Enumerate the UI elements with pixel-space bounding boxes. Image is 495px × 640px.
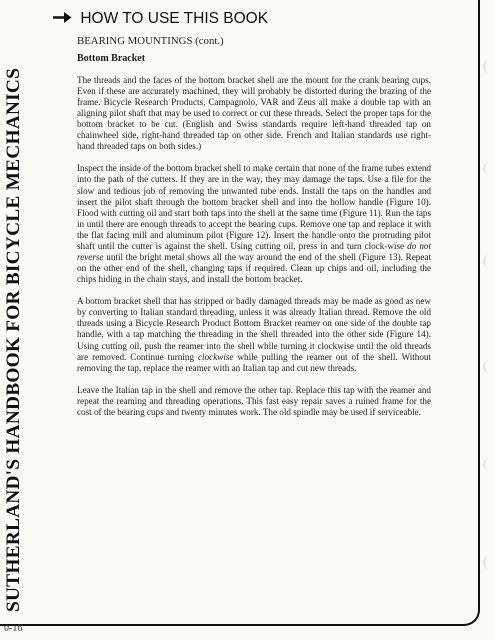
- paragraph-2-part-2: until the bright metal shows all the way around the end of the shell (Figure 13). Repeat on the other end of the shell, changing taps if required. Clean up chips and oil, including the chips hiding in the chain stays, and install the bottom bracket.: [77, 252, 431, 285]
- binder-hole-mark: [483, 162, 495, 175]
- emphasis-do-not-reverse: do not reverse: [77, 241, 431, 263]
- page-title: HOW TO USE THIS BOOK: [80, 10, 269, 27]
- paragraph-3-part-1: A bottom bracket shell that has stripped or badly damaged threads may be made as good as new by converting to Italian standard threading, unless it was already Italian thread. Remove the old threads using a Bicycle Research Product Bottom Bracket reamer on one side of the double tap handle, with a tap matching the threading in the shell threaded into the other side (Figure 14). Using cutting oil, push the reamer into the shell while turning it clockwise until the old threads are removed. Continue turning: [77, 296, 431, 362]
- page-number: 0-16: [4, 623, 23, 634]
- paragraph-4: Leave the Italian tap in the shell and remove the other tap. Replace this tap with the reamer and repeat the reaming and threading operations. This fast easy repair saves a ruined frame for the cost of the bearing cups and twenty minutes work. The old spindle may be used if serviceable.: [77, 384, 431, 417]
- binder-hole-mark: [483, 360, 495, 373]
- paragraph-1: The threads and the faces of the bottom bracket shell are the mount for the crank bearing cups. Even if these are accurately machined, they will probably be distorted during the brazing of the frame. Bicycle Research Products, Campagnolo, VAR and Zeus all make a double tap with an aligning pilot shaft that may be used to correct or cut these threads. Select the proper taps for the bottom bracket to be cut. (English and Swiss standards require left-hand threaded tap on chainwheel side, right-hand threaded tap on other side. French and Italian standards use right-hand threaded taps on both sides.): [77, 74, 431, 152]
- paragraph-3-part-2: while pulling the reamer out of the shell. Without removing the tap, replace the reamer with an Italian tap and cut new threads.: [77, 351, 432, 373]
- section-title: Bottom Bracket: [77, 53, 146, 64]
- paragraph-2-part-1: Inspect the inside of the bottom bracket shell to make certain that none of the frame tubes extend into the path of the cutters. If they are in the way, they may damage the taps. Use a file for the slow and tedious job of removing the unwanted tube ends. Install the taps on the handles and insert the pilot shaft through the bottom bracket shell and into the hollow handle (Figure 10). Flood with cutting oil and start both taps into the shell at the same time (Figure 11). Run the taps in until there are enough threads to accept the bearing cups. Remove one tap and replace it with the flat facing mill and aluminum pilot (Figure 12). Insert the handle onto the protruding pilot shaft until the cutter is against the shell. Using cutting oil, press in and turn clock-wise: [77, 163, 431, 251]
- binder-hole-mark: [483, 556, 495, 569]
- binder-hole-mark: [483, 458, 495, 471]
- paragraph-3: [77, 296, 431, 374]
- side-title: [3, 12, 25, 612]
- section-subtitle: BEARING MOUNTINGS (cont.): [77, 35, 224, 47]
- side-title-text: SUTHERLAND'S HANDBOOK FOR BICYCLE MECHANICS: [3, 67, 24, 612]
- page-header: [53, 10, 463, 29]
- article-body: [77, 53, 431, 429]
- binder-hole-mark: [483, 60, 495, 73]
- binder-hole-mark: [483, 255, 495, 268]
- emphasis-clockwise: clockwise: [198, 351, 234, 362]
- paragraph-2: [77, 163, 431, 285]
- right-arrow-icon: [53, 11, 72, 29]
